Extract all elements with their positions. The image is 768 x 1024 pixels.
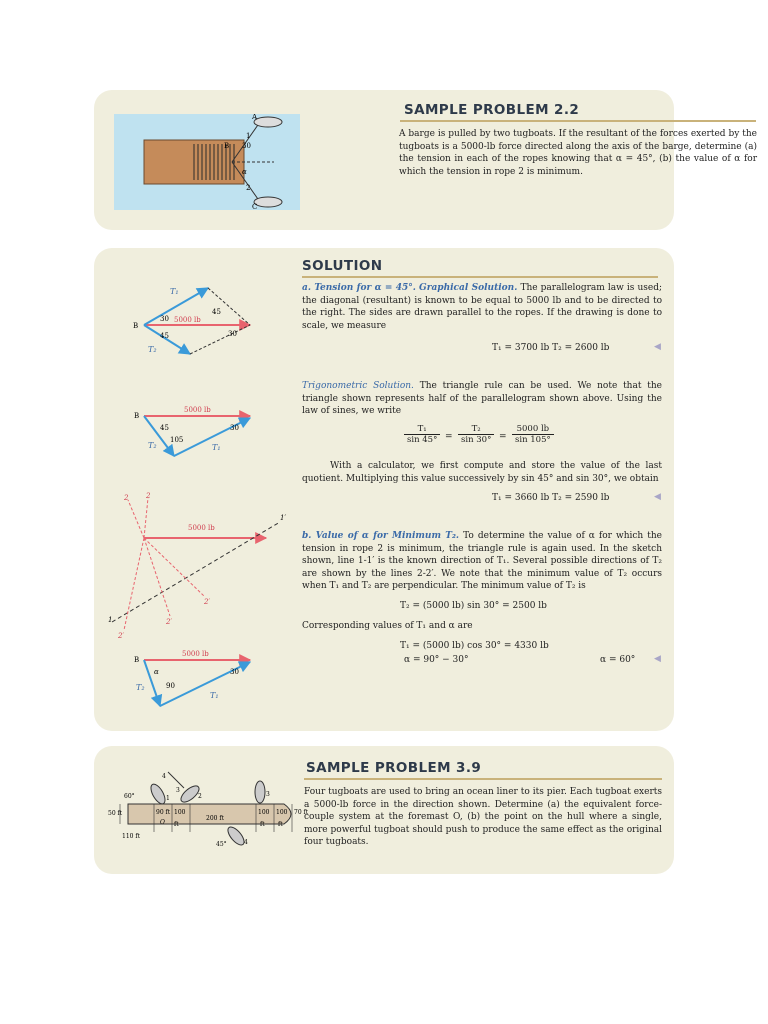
- fig4-a30: 30: [230, 668, 239, 676]
- part-b-paragraph: [302, 530, 662, 593]
- sp22-rule: [400, 120, 756, 122]
- tugboat-a: [254, 117, 282, 127]
- fig1-t2: T₂: [148, 345, 157, 354]
- fig5-70ft: 70 ft: [294, 809, 308, 816]
- fig4-t1: T₁: [210, 691, 219, 700]
- graphical-marker: ◀: [654, 342, 661, 352]
- fig5-3: 3: [176, 787, 180, 794]
- graphical-paragraph: [302, 282, 662, 332]
- fig5-b2: 2: [198, 793, 202, 800]
- trig-paragraph: [302, 380, 662, 418]
- triangle-figure: [130, 404, 270, 464]
- fig3-l2p-b: 2′: [166, 618, 173, 626]
- trig-title: Trigonometric Solution.: [302, 381, 414, 391]
- tugboat-1: [148, 782, 168, 806]
- fig2-t1: T₁: [212, 443, 221, 452]
- corresponding-text: Corresponding values of T₁ and α are: [302, 621, 473, 631]
- fig5-b4: 4: [244, 839, 248, 846]
- sp39-heading: SAMPLE PROBLEM 3.9: [306, 760, 482, 776]
- t1-equation: T₁ = (5000 lb) cos 30° = 4330 lb: [400, 641, 549, 651]
- sample-problem-2-2-card: [94, 90, 757, 230]
- calc-text: With a calculator, we first compute and store the value of the last quotient. Multiplying this value successively by sin 45° and sin 30°, we obtain: [302, 461, 662, 484]
- fig5-45: 45°: [216, 841, 227, 848]
- fig1-b: B: [133, 322, 139, 330]
- label-alpha: α: [242, 168, 247, 176]
- fig5-200ft: 200 ft: [206, 815, 224, 822]
- fig5-b1: 1: [166, 795, 170, 802]
- fig1-a45b: 45: [212, 308, 221, 316]
- part-a-title: a. Tension for α = 45°.: [302, 283, 416, 293]
- fig3-l1p: 1′: [280, 514, 287, 522]
- fig3-load: 5000 lb: [188, 524, 215, 532]
- fig2-a45: 45: [160, 424, 169, 432]
- sp39-rule: [304, 778, 662, 780]
- sample-problem-3-9-card: [94, 746, 674, 874]
- fig5-110ft: 110 ft: [122, 833, 140, 840]
- fig5-4: 4: [162, 773, 166, 780]
- fig4-a90: 90: [166, 682, 175, 690]
- alpha-result: α = 60°: [600, 655, 636, 665]
- fig2-load: 5000 lb: [184, 406, 211, 414]
- right-triangle-figure: [130, 648, 270, 712]
- eq-sign-1: =: [445, 432, 453, 442]
- sp22-text: A barge is pulled by two tugboats. If the resultant of the forces exerted by the tugboats is a 5000-lb force directed along the axis of the barge, determine (a) the tension in each of the ropes knowing that α = 45°, (b) the value of α for which the tension in rope 2 is minimum.: [399, 129, 757, 177]
- fig1-a30: 30: [160, 315, 169, 323]
- fig5-100a: 100: [174, 809, 186, 816]
- parallelogram-figure: [130, 280, 270, 366]
- label-rope-2: 2: [246, 184, 251, 192]
- fig1-a30b: 30: [228, 330, 237, 338]
- label-rope-1: 1: [246, 132, 251, 140]
- frac-3: 5000 lb sin 105°: [512, 424, 554, 445]
- alpha-marker: ◀: [654, 654, 661, 664]
- fig5-o: O: [160, 819, 165, 826]
- graphical-result: T₁ = 3700 lb T₂ = 2600 lb: [492, 343, 610, 353]
- fig5-100c: 100: [276, 809, 288, 816]
- solution-rule: [302, 276, 658, 278]
- label-a: A: [252, 114, 258, 121]
- fig3-l2p-a: 2′: [118, 632, 125, 640]
- fig4-b: B: [134, 656, 140, 664]
- line-2-2p-c: [124, 538, 144, 630]
- part-b-text: To determine the value of α for which the tension in rope 2 is minimum, the triangle rule is again used. In the sketch shown, line 1-1′ is the known direction of T₁. Several possible directions of T₂ are shown by the lines 2-2′. We note that the minimum value of T₂ occurs when T₁ and T₂ are perpendicular. The minimum value of T₂ is: [302, 531, 662, 592]
- fig5-90ft: 90 ft: [156, 809, 171, 816]
- line-2-2p-b: [144, 498, 148, 538]
- graphical-title: Graphical Solution.: [419, 283, 518, 293]
- graphical-text: The parallelogram law is used; the diagonal (resultant) is known to be equal to 5000 lb and to be directed to the right. The sides are drawn parallel to the ropes. If the drawing is done to scale, we measure: [302, 283, 663, 331]
- tugboat-c: [254, 197, 282, 207]
- alpha-equation: α = 90° − 30°: [404, 655, 469, 665]
- eq-sign-2: =: [499, 432, 507, 442]
- fig5-ft-b: ft: [260, 821, 265, 828]
- fig3-l2p-c: 2′: [204, 598, 211, 606]
- trig-text: The triangle rule can be used. We note that the triangle shown represents half of the parallelogram shown above. Using the law of sines, we write: [302, 381, 662, 417]
- sp22-heading: SAMPLE PROBLEM 2.2: [404, 102, 580, 118]
- rt-t2: [144, 660, 160, 706]
- fig5-ft-c: ft: [278, 821, 283, 828]
- fig4-alpha: α: [154, 668, 159, 676]
- fig5-100b: 100: [258, 809, 270, 816]
- solution-heading: SOLUTION: [302, 258, 383, 274]
- fig1-a45: 45: [160, 332, 169, 340]
- sp39-text: Four tugboats are used to bring an ocean liner to its pier. Each tugboat exerts a 5000-lb force in the direction shown. Determine (a) the equivalent force-couple system at the foremast O, (b) the point on the hull where a single, more powerful tugboat should push to produce the same effect as the original four tugboats.: [304, 787, 662, 848]
- dash-1: [208, 288, 250, 325]
- fig2-a105: 105: [170, 436, 184, 444]
- fig2-b: B: [134, 412, 140, 420]
- label-b: B: [224, 142, 230, 150]
- fig3-l2a: 2: [124, 494, 129, 502]
- slope-line: [168, 772, 184, 788]
- label-c: C: [252, 203, 258, 210]
- fig1-load: 5000 lb: [174, 316, 201, 324]
- fig5-ft-a: ft: [174, 821, 179, 828]
- line-2-2p-d: [144, 538, 170, 616]
- tugboat-3: [255, 781, 265, 803]
- fig5-50ft: 50 ft: [108, 810, 123, 817]
- fig4-t2: T₂: [136, 683, 145, 692]
- line-2-2p-a: [128, 500, 144, 538]
- solution-card: [94, 248, 674, 731]
- fig2-a30: 30: [230, 424, 239, 432]
- fig5-b3: 3: [266, 791, 270, 798]
- dash-2: [190, 325, 250, 354]
- part-b-title: b. Value of α for Minimum T₂.: [302, 531, 460, 541]
- frac-2: T₂ sin 30°: [458, 424, 494, 445]
- frac-1: T₁ sin 45°: [404, 424, 440, 445]
- ocean-liner-figure: [108, 770, 308, 860]
- label-angle-30: 30: [242, 142, 251, 150]
- fig3-l2b: 2: [146, 492, 151, 500]
- fig4-load: 5000 lb: [182, 650, 209, 658]
- fig3-l1: 1: [108, 616, 113, 624]
- min-equation: T₂ = (5000 lb) sin 30° = 2500 lb: [400, 601, 547, 611]
- fig1-t1: T₁: [170, 287, 179, 296]
- minimum-t2-figure: [104, 490, 289, 640]
- trig-result: T₁ = 3660 lb T₂ = 2590 lb: [492, 493, 610, 503]
- fig5-60: 60°: [124, 793, 135, 800]
- trig-marker: ◀: [654, 492, 661, 502]
- barge-figure: [114, 114, 300, 210]
- fig2-t2: T₂: [148, 441, 157, 450]
- line-2-2p-e: [144, 538, 204, 596]
